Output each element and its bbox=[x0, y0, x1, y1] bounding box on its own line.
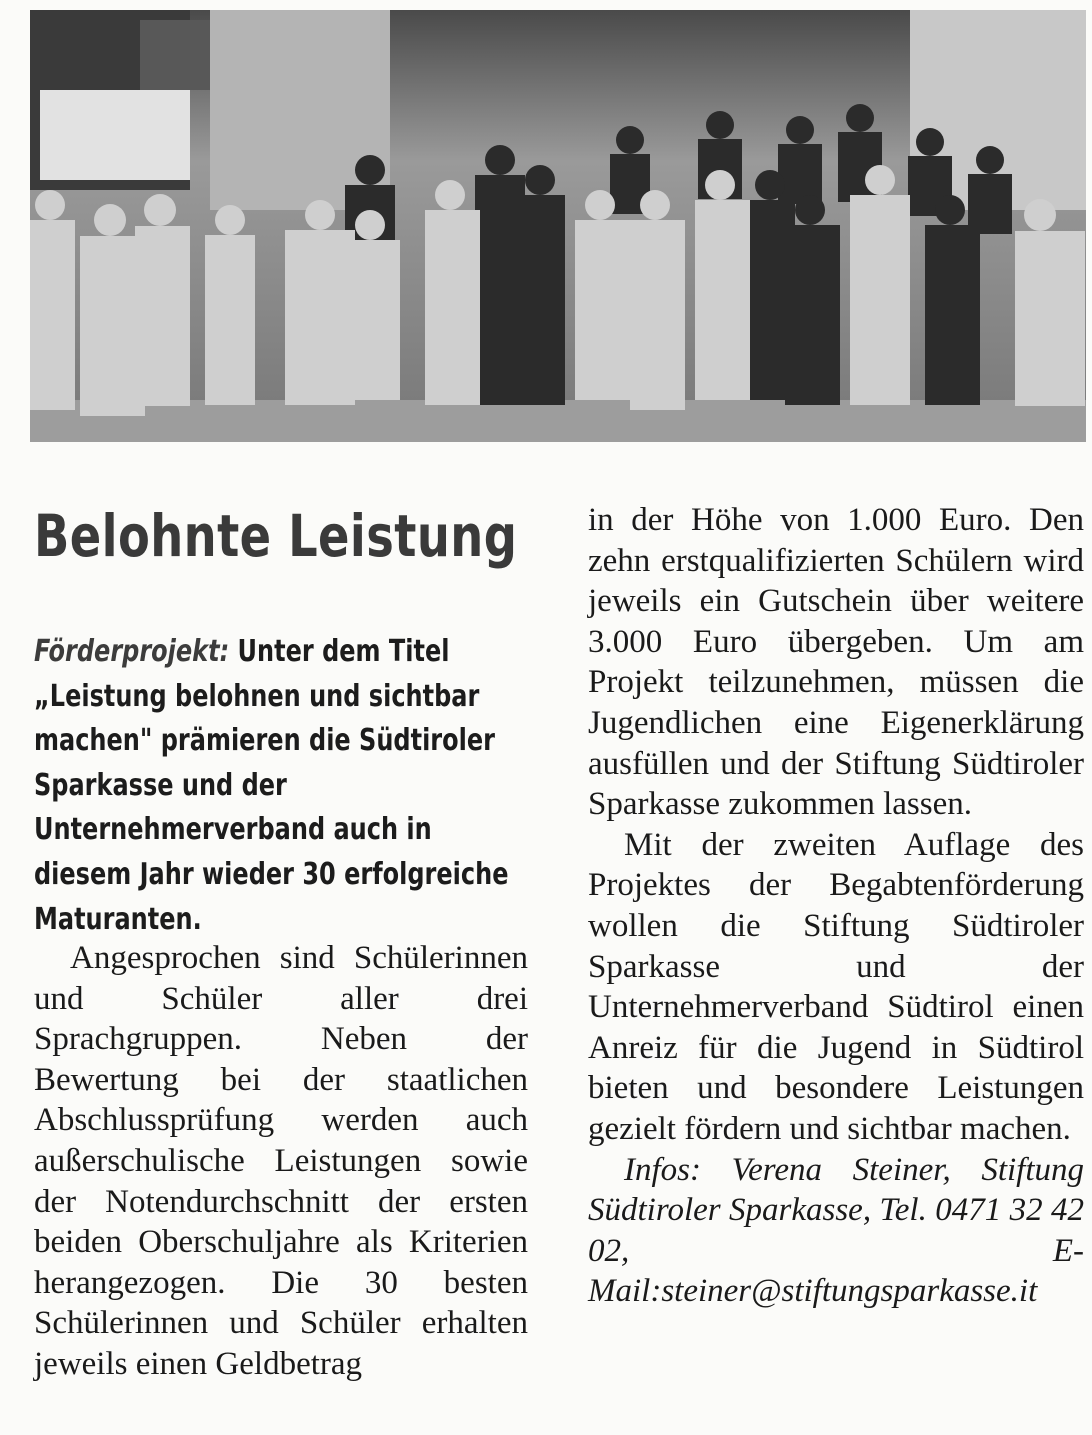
lead-text: Unter dem Titel „Leistung belohnen und sichtbar machen" prämieren die Südtiroler Sparkasse und der Unternehmerverband auch in diesem Jahr wieder 30 erfolgreiche Maturanten. bbox=[34, 634, 509, 937]
column-left bbox=[34, 938, 528, 1385]
body-paragraph-2: Mit der zweiten Auflage des Projektes der Begabtenförderung wollen die Stiftung Südtiroler Sparkasse und der Unternehmerverband Südtirol einen Anreiz für die Jugend in Südtirol bieten und besondere Leistungen gezielt fördern und sichtbar machen. bbox=[588, 826, 1084, 1147]
contact-info: Infos: Verena Steiner, Stiftung Südtiroler Sparkasse, Tel. 0471 32 42 02, E-Mail:steiner@stiftungsparkasse.it bbox=[588, 1151, 1084, 1310]
column-right bbox=[588, 500, 1084, 1312]
body-paragraph-1-continued: in der Höhe von 1.000 Euro. Den zehn erstqualifizierten Schülern wird jeweils ein Gutschein über weitere 3.000 Euro übergeben. Um am Projekt teilzunehmen, müssen die Jugendlichen eine Eigenerklärung ausfüllen und der Stiftung Südtiroler Sparkasse zukommen lassen. bbox=[588, 502, 1084, 823]
lead-paragraph bbox=[34, 630, 522, 942]
headline: Belohnte Leistung bbox=[34, 502, 518, 570]
body-paragraph-1: Angesprochen sind Schülerinnen und Schüler aller drei Sprachgruppen. Neben der Bewertung bei der staatlichen Abschlussprüfung werden auch außerschulische Leistungen sowie der Notendurchschnitt der ersten beiden Oberschuljahre als Kriterien herangezogen. Die 30 besten Schülerinnen und Schüler erhalten jeweils einen Geldbetrag bbox=[34, 940, 528, 1382]
group-photo bbox=[30, 10, 1086, 442]
lead-kicker: Förderprojekt: bbox=[34, 634, 230, 669]
